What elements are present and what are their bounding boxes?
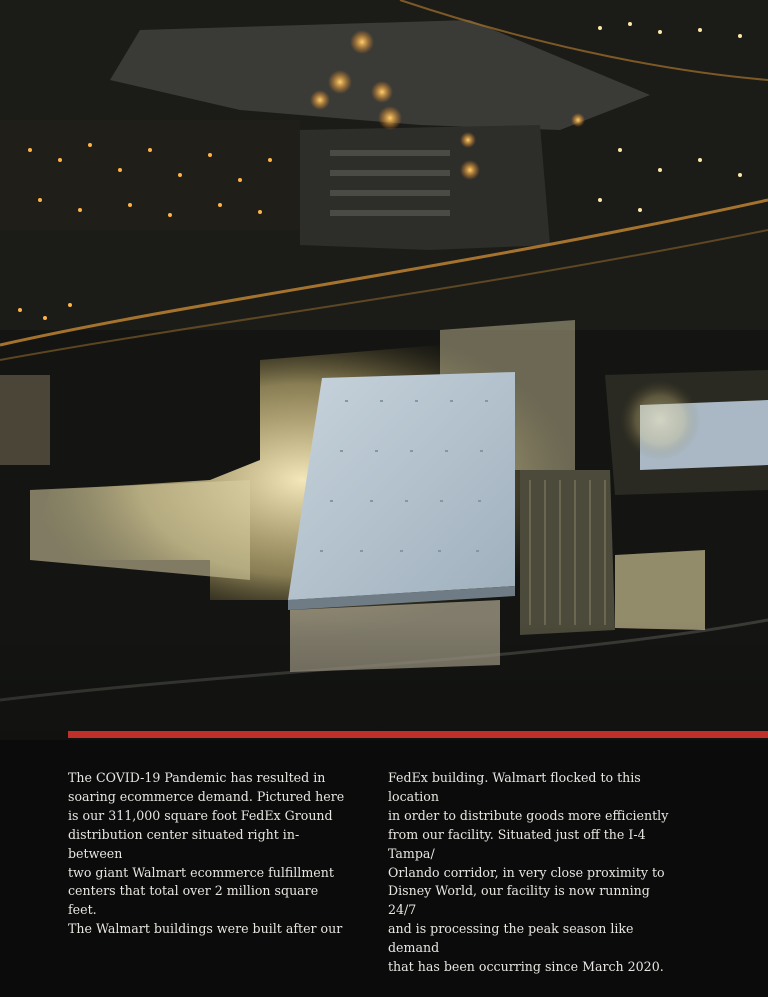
article-column-right: FedEx building. Walmart flocked to this location in order to distribute goods more efficiently from our facility. Situated just off the I-4 Tampa/ Orlando corridor, in very close proximity to Disney World, our facility is now running 24/7 and is processing the peak season like demand that has been occurring since March 2020. (388, 770, 669, 975)
accent-divider (68, 731, 768, 738)
article-column-left: The COVID-19 Pandemic has resulted in soaring ecommerce demand. Pictured here is our 311,000 square foot FedEx Ground distribution center situated right in-between two giant Walmart ecommerce fulfillment centers that total over 2 million square feet. The Walmart buildings were built after our (68, 770, 345, 937)
